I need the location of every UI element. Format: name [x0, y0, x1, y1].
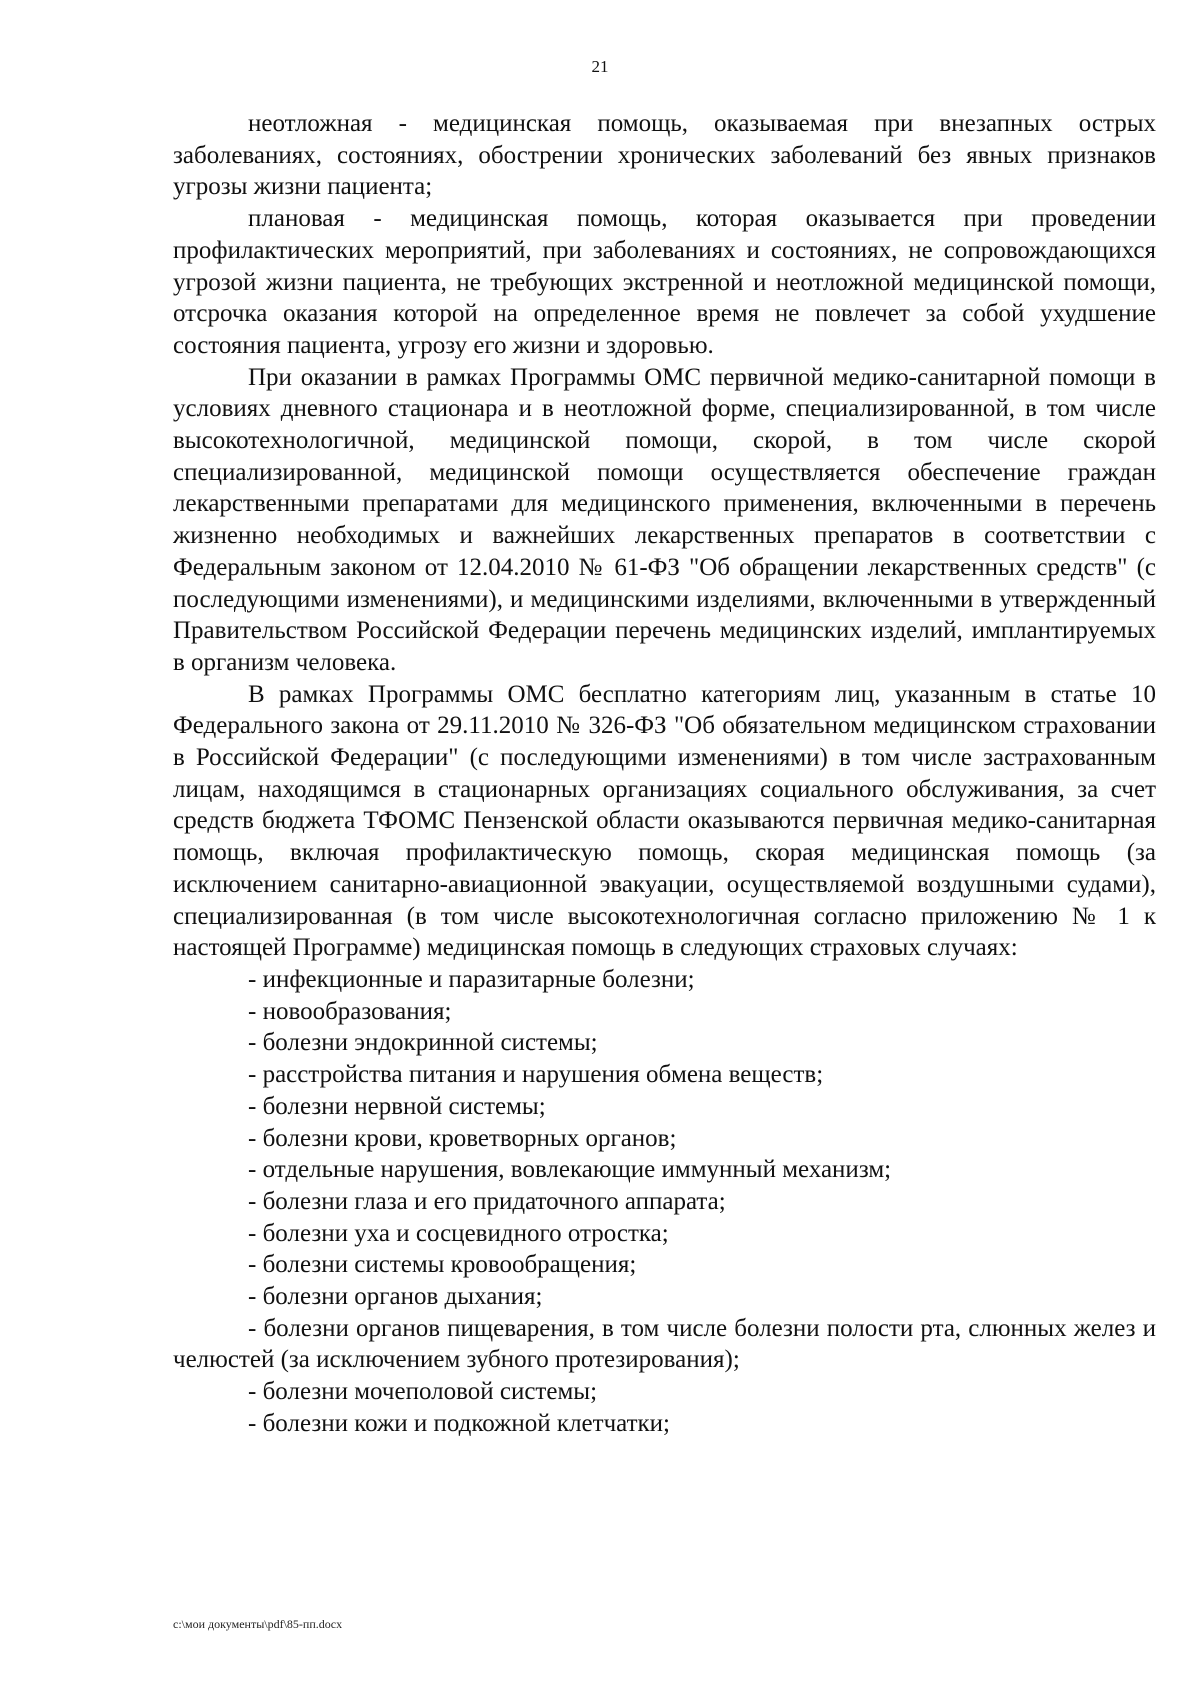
paragraph-planned-care: плановая - медицинская помощь, которая оказывается при проведении профилактических мероприятий, при заболеваниях и состояниях, не сопровождающихся угрозой жизни пациента, не требующих экстренной и неотложной медицинской помощи, отсрочка оказания которой на определенное время не повлечет за собой ухудшение состояния пациента, угрозу его жизни и здоровью. — [173, 205, 1156, 359]
list-item: - болезни крови, кроветворных органов; — [248, 1124, 677, 1152]
list-item: - болезни эндокринной системы; — [248, 1029, 598, 1057]
list-item: - болезни кожи и подкожной клетчатки; — [248, 1409, 670, 1437]
footer-file-path: c:\мои документы\pdf\85-пп.docx — [173, 1617, 343, 1631]
list-item: - болезни уха и сосцевидного отростка; — [248, 1219, 669, 1247]
list-item: - болезни органов дыхания; — [248, 1283, 543, 1311]
list-item: - болезни органов пищеварения, в том числе болезни полости рта, слюнных желез и челюстей (за исключением зубного протезирования); — [173, 1314, 1156, 1374]
list-item: - новообразования; — [248, 997, 452, 1025]
list-item: - инфекционные и паразитарные болезни; — [248, 965, 695, 993]
list-item: - болезни нервной системы; — [248, 1092, 546, 1120]
paragraph-drug-provision: При оказании в рамках Программы ОМС первичной медико-санитарной помощи в условиях дневного стационара и в неотложной форме, специализированной, в том числе высокотехнологичной, медицинской помощи, скорой, в том числе скорой специализированной, медицинской помощи осуществляется обеспечение граждан лекарственными препаратами для медицинского применения, включенными в перечень жизненно необходимых и важнейших лекарственных препаратов в соответствии с Федеральным законом от 12.04.2010 № 61-ФЗ "Об обращении лекарственных средств" (с последующими изменениями), и медицинскими изделиями, включенными в утвержденный Правительством Российской Федерации перечень медицинских изделий, имплантируемых в организм человека. — [173, 363, 1156, 676]
paragraph-oms-program: В рамках Программы ОМС бесплатно категориям лиц, указанным в статье 10 Федерального закона от 29.11.2010 № 326-ФЗ "Об обязательном медицинском страховании в Российской Федерации" (с последующими изменениями) в том числе застрахованным лицам, находящимся в стационарных организациях социального обслуживания, за счет средств бюджета ТФОМС Пензенской области оказываются первичная медико-санитарная помощь, включая профилактическую помощь, скорая медицинская помощь (за исключением санитарно-авиационной эвакуации, осуществляемой воздушными судами), специализированная (в том числе высокотехнологичная согласно приложению № 1 к настоящей Программе) медицинская помощь в следующих страховых случаях: — [173, 680, 1156, 962]
list-item: - отдельные нарушения, вовлекающие иммунный механизм; — [248, 1156, 892, 1184]
document-body — [173, 108, 1156, 1440]
list-item: - расстройства питания и нарушения обмена веществ; — [248, 1061, 824, 1089]
list-item: - болезни глаза и его придаточного аппарата; — [248, 1187, 726, 1215]
list-item: - болезни мочеполовой системы; — [248, 1378, 598, 1406]
page-number: 21 — [591, 57, 609, 76]
paragraph-urgent-care: неотложная - медицинская помощь, оказываемая при внезапных острых заболеваниях, состояниях, обострении хронических заболеваний без явных признаков угрозы жизни пациента; — [173, 110, 1156, 201]
list-item: - болезни системы кровообращения; — [248, 1251, 637, 1279]
insurance-cases-list — [173, 964, 1156, 1440]
